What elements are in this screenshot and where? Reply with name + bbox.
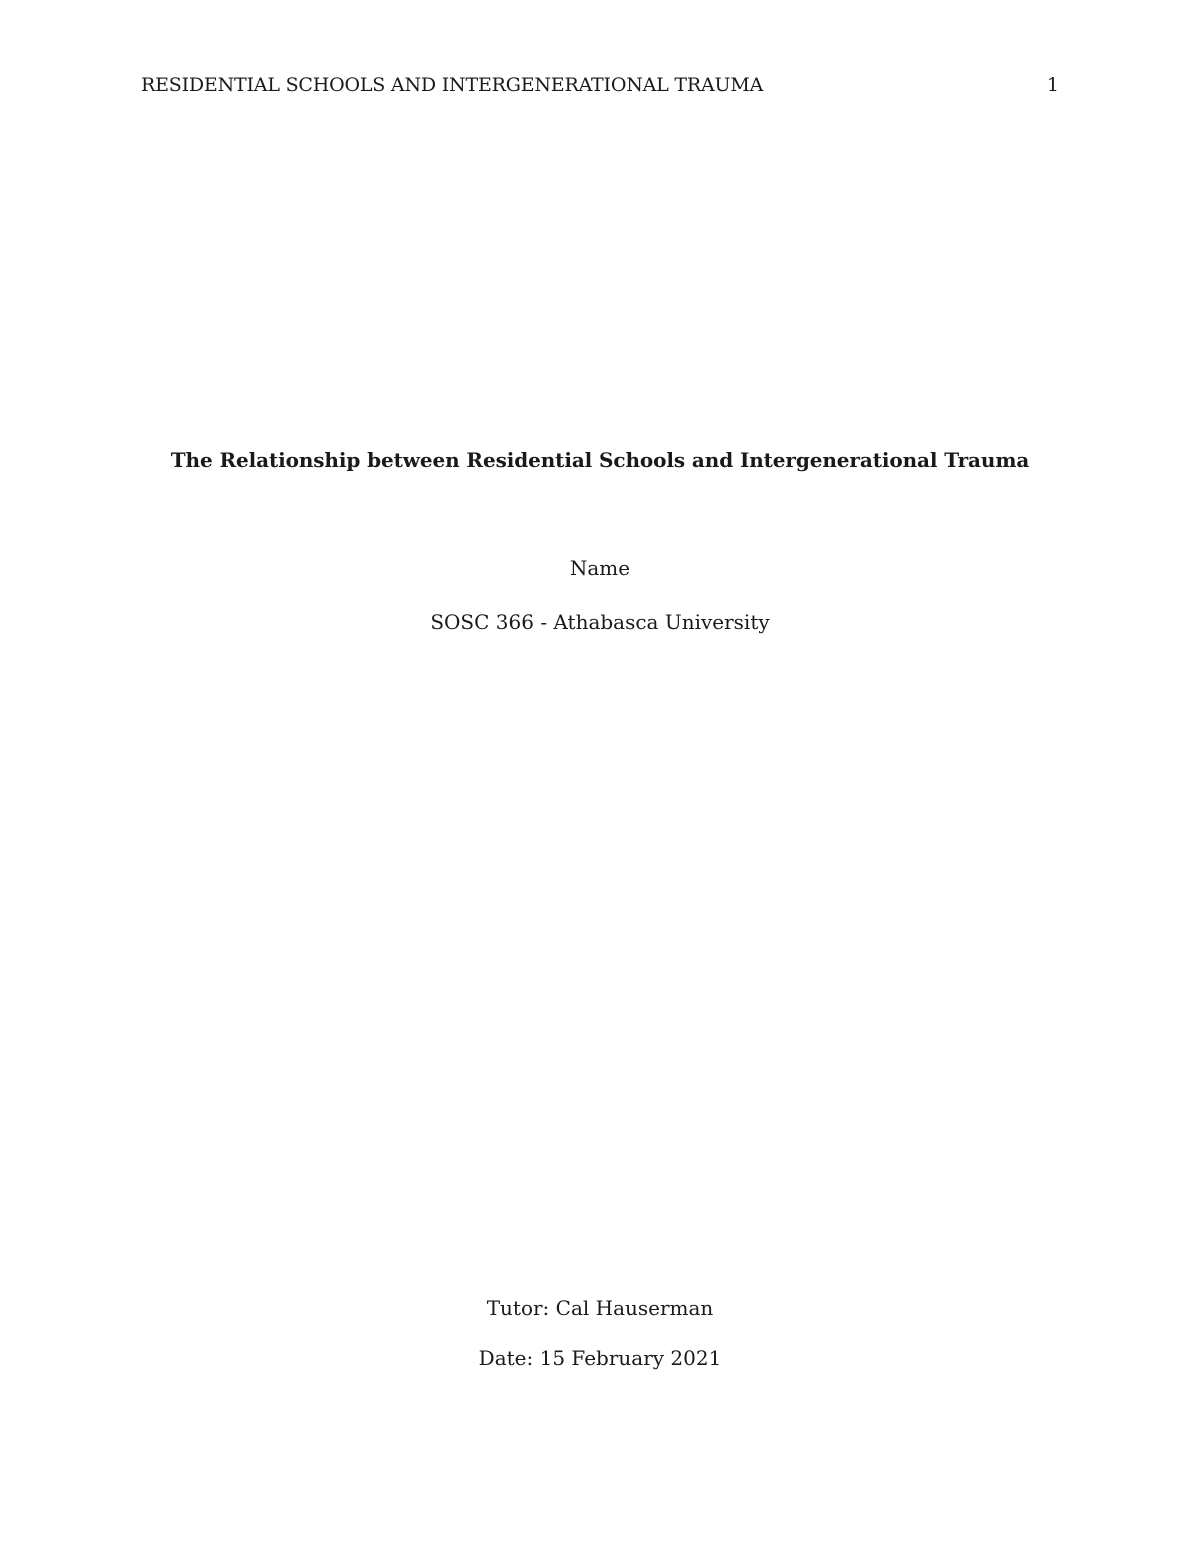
paper-title: The Relationship between Residential Schools and Intergenerational Trauma	[170, 448, 1030, 472]
course-affiliation: SOSC 366 - Athabasca University	[430, 610, 770, 634]
page-number: 1	[1046, 74, 1059, 96]
tutor-line: Tutor: Cal Hauserman	[486, 1296, 714, 1320]
author-name: Name	[569, 556, 631, 580]
running-head: RESIDENTIAL SCHOOLS AND INTERGENERATIONAL TRAUMA	[141, 74, 764, 96]
date-line: Date: 15 February 2021	[478, 1346, 722, 1370]
